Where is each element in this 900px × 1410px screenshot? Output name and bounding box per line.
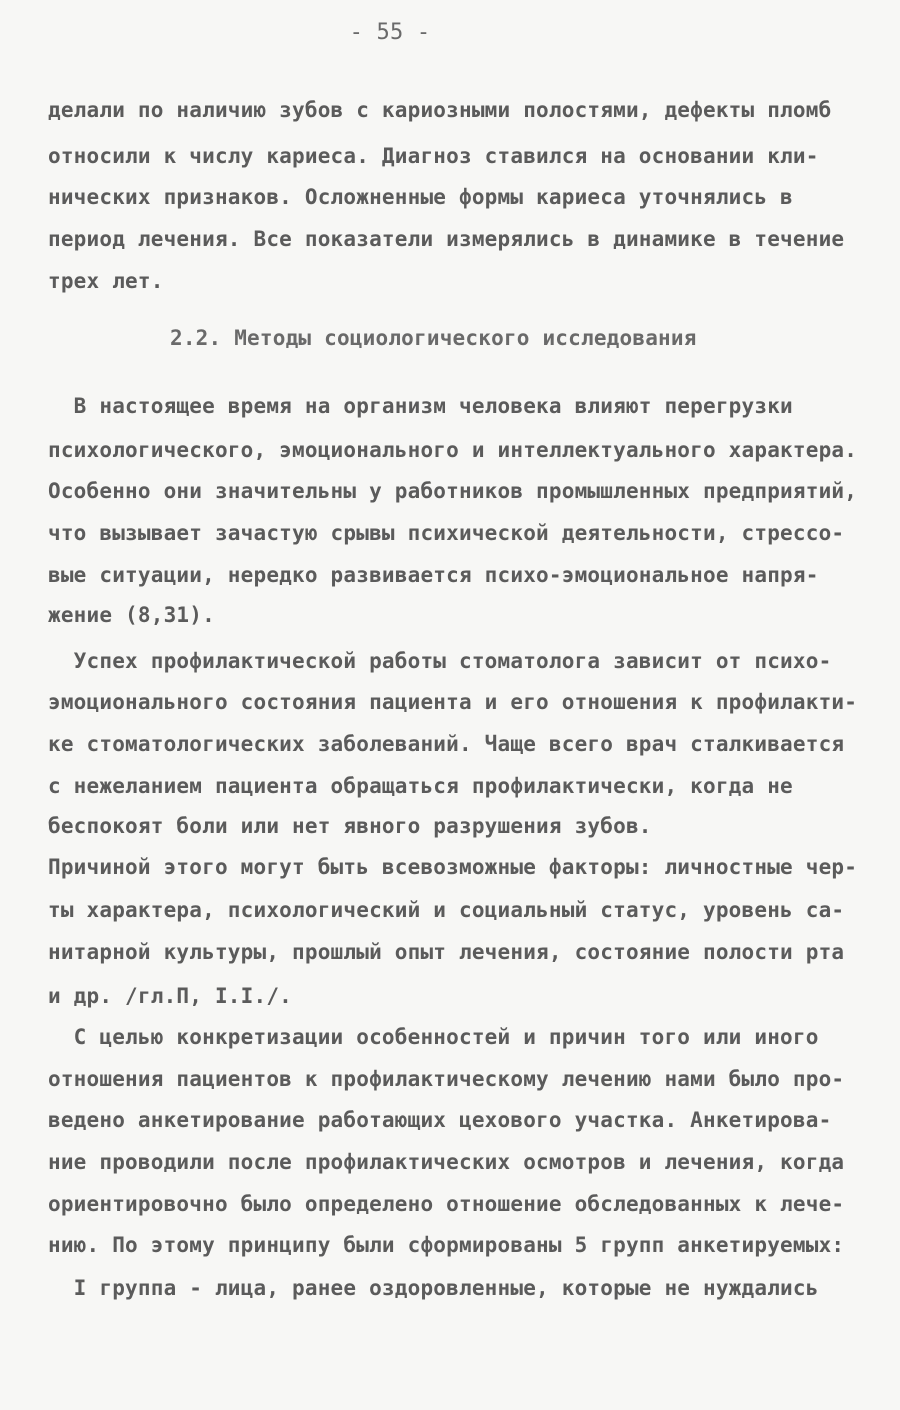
text-line: нитарной культуры, прошлый опыт лечения, состояние полости рта <box>48 940 845 964</box>
text-line: эмоционального состояния пациента и его отношения к профилакти- <box>48 690 858 714</box>
text-line: нических признаков. Осложненные формы кариеса уточнялись в <box>48 185 793 209</box>
text-line: ориентировочно было определено отношение обследованных к лече- <box>48 1192 845 1216</box>
text-line: беспокоят боли или нет явного разрушения зубов. <box>48 814 652 838</box>
text-line: В настоящее время на организм человека влияют перегрузки <box>48 394 793 418</box>
text-line: и др. /гл.П, I.I./. <box>48 984 293 1008</box>
text-line: с нежеланием пациента обращаться профилактически, когда не <box>48 774 793 798</box>
text-line: что вызывает зачастую срывы психической деятельности, стрессо- <box>48 521 845 545</box>
text-line: относили к числу кариеса. Диагноз ставился на основании кли- <box>48 144 819 168</box>
text-line: делали по наличию зубов с кариозными полостями, дефекты пломб <box>48 98 832 122</box>
text-line: Особенно они значительны у работников промышленных предприятий, <box>48 479 858 503</box>
text-line: трех лет. <box>48 269 164 293</box>
text-line: психологического, эмоционального и интеллектуального характера. <box>48 438 858 462</box>
page-number: - 55 - <box>349 20 431 45</box>
text-line: ведено анкетирование работающих цехового участка. Анкетирова- <box>48 1108 832 1132</box>
section-heading: 2.2. Методы социологического исследования <box>170 326 697 350</box>
text-line: Причиной этого могут быть всевозможные факторы: личностные чер- <box>48 855 858 879</box>
text-line: ты характера, психологический и социальный статус, уровень са- <box>48 898 845 922</box>
text-line: нию. По этому принципу были сформированы 5 групп анкетируемых: <box>48 1233 845 1257</box>
text-line: отношения пациентов к профилактическому лечению нами было про- <box>48 1067 845 1091</box>
text-line: I группа - лица, ранее оздоровленные, которые не нуждались <box>48 1276 819 1300</box>
text-line: период лечения. Все показатели измерялись в динамике в течение <box>48 227 845 251</box>
text-line: жение (8,31). <box>48 603 215 627</box>
text-line: вые ситуации, нередко развивается психо-эмоциональное напря- <box>48 563 819 587</box>
text-line: Успех профилактической работы стоматолога зависит от психо- <box>48 649 832 673</box>
text-line: С целью конкретизации особенностей и причин того или иного <box>48 1025 819 1049</box>
text-line: ке стоматологических заболеваний. Чаще всего врач сталкивается <box>48 732 845 756</box>
text-line: ние проводили после профилактических осмотров и лечения, когда <box>48 1150 845 1174</box>
